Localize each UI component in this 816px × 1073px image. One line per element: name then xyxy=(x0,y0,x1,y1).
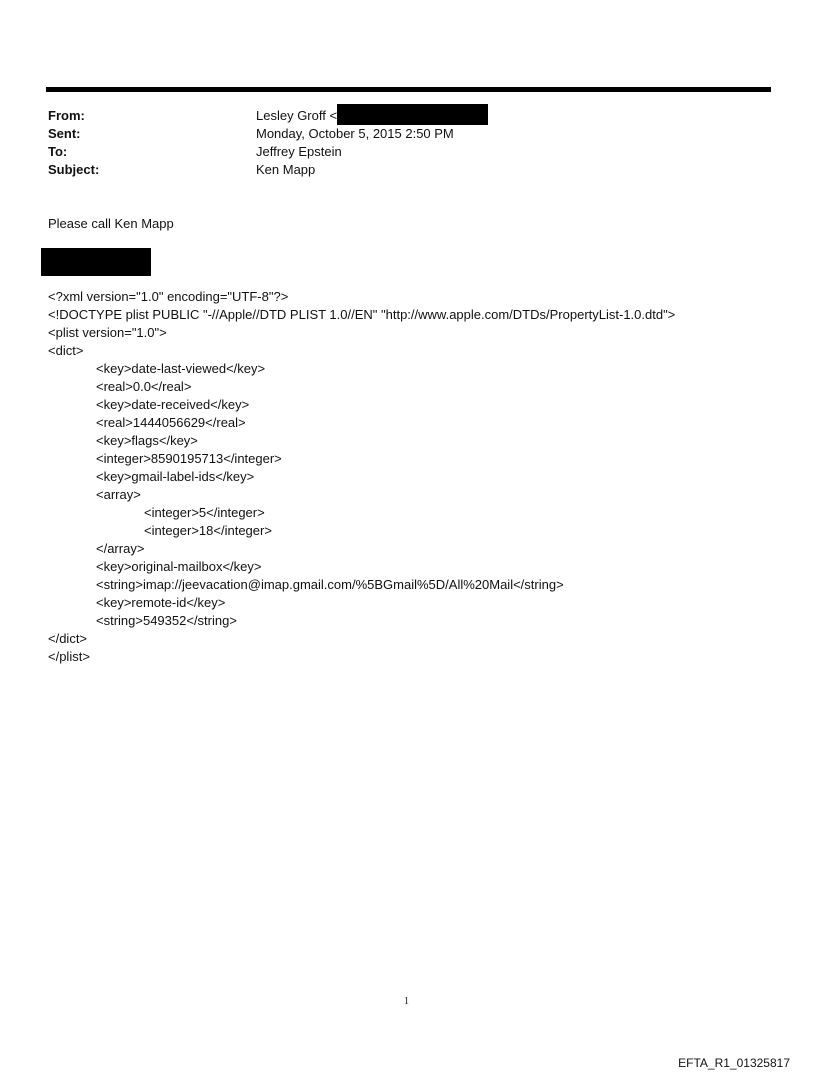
header-rule xyxy=(46,87,771,92)
plist-line: </plist> xyxy=(48,649,90,664)
plist-line: <integer>5</integer> xyxy=(144,505,265,520)
plist-line: <key>gmail-label-ids</key> xyxy=(96,469,255,484)
plist-line: <real>1444056629</real> xyxy=(96,415,246,430)
plist-line: </array> xyxy=(96,541,145,556)
subject-value: Ken Mapp xyxy=(256,162,316,177)
plist-line: <!DOCTYPE plist PUBLIC "-//Apple//DTD PLIST 1.0//EN" "http://www.apple.com/DTDs/PropertyList-1.0.dtd"> xyxy=(48,307,676,322)
plist-line: <integer>8590195713</integer> xyxy=(96,451,282,466)
redaction-box-signature xyxy=(41,248,151,276)
subject-label: Subject: xyxy=(48,162,100,177)
plist-line: <key>flags</key> xyxy=(96,433,198,448)
plist-line: <integer>18</integer> xyxy=(144,523,272,538)
page-number: 1 xyxy=(404,996,409,1007)
plist-line: <string>imap://jeevacation@imap.gmail.com/%5BGmail%5D/All%20Mail</string> xyxy=(96,577,564,592)
document-id: EFTA_R1_01325817 xyxy=(678,1056,790,1070)
plist-line: <key>date-received</key> xyxy=(96,397,250,412)
plist-line: <key>remote-id</key> xyxy=(96,595,226,610)
plist-line: <real>0.0</real> xyxy=(96,379,192,394)
plist-line: <array> xyxy=(96,487,141,502)
to-label: To: xyxy=(48,144,68,159)
from-value: Lesley Groff < xyxy=(256,108,338,123)
plist-line: <plist version="1.0"> xyxy=(48,325,167,340)
plist-line: <key>date-last-viewed</key> xyxy=(96,361,266,376)
plist-line: <string>549352</string> xyxy=(96,613,237,628)
from-label: From: xyxy=(48,108,85,123)
message-body: Please call Ken Mapp xyxy=(48,216,174,231)
plist-line: <key>original-mailbox</key> xyxy=(96,559,262,574)
plist-line: </dict> xyxy=(48,631,88,646)
sent-label: Sent: xyxy=(48,126,81,141)
plist-line: <dict> xyxy=(48,343,84,358)
plist-line: <?xml version="1.0" encoding="UTF-8"?> xyxy=(48,289,289,304)
redaction-box-email xyxy=(337,104,488,125)
sent-value: Monday, October 5, 2015 2:50 PM xyxy=(256,126,454,141)
to-value: Jeffrey Epstein xyxy=(256,144,342,159)
